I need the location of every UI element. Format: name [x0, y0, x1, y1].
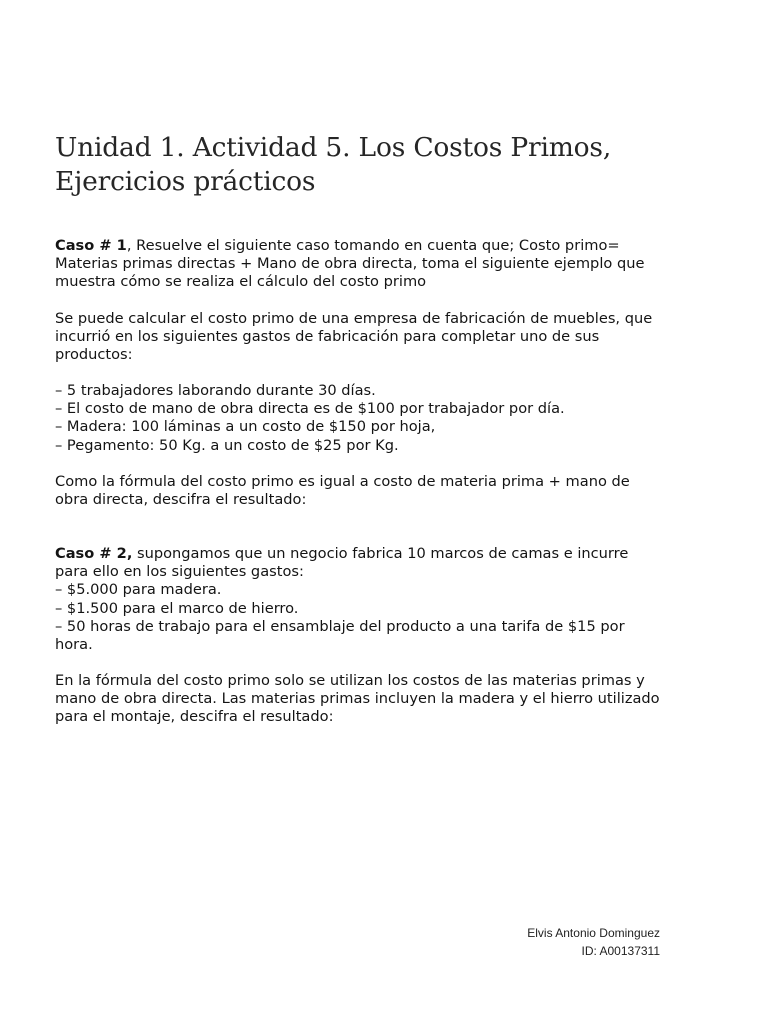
caso1-label: Caso # 1	[55, 237, 127, 254]
list-item: – $5.000 para madera.	[55, 581, 222, 599]
caso2-question-paragraph	[55, 672, 665, 727]
caso1-intro-paragraph	[55, 237, 665, 292]
caso1-context-paragraph	[55, 310, 665, 365]
title-line-1: Unidad 1. Actividad 5. Los Costos Primos,	[55, 132, 612, 163]
caso2-intro-text: supongamos que un negocio fabrica 10 marcos de camas e incurre para ello en los siguientes gastos:	[55, 545, 629, 581]
list-item: – 50 horas de trabajo para el ensamblaje del producto a una tarifa de $15 por hora.	[55, 617, 625, 654]
caso1-context-text: Se puede calcular el costo primo de una empresa de fabricación de muebles, que incurrió en los siguientes gastos de fabricación para completar uno de sus productos:	[55, 310, 653, 364]
caso2-paragraph	[55, 545, 665, 654]
list-item: – Pegamento: 50 Kg. a un costo de $25 por Kg.	[55, 436, 399, 454]
list-item: – Madera: 100 láminas a un costo de $150 por hoja,	[55, 418, 436, 436]
caso1-question-text: Como la fórmula del costo primo es igual a costo de materia prima + mano de obra directa, descifra el resultado:	[55, 473, 630, 509]
author-id: ID: A00137311	[581, 943, 660, 958]
caso1-expense-list	[55, 382, 665, 455]
caso2-question-text: En la fórmula del costo primo solo se utilizan los costos de las materias primas y mano de obra directa. Las materias primas incluyen la madera y el hierro utilizado para el montaje, descifra el resultado:	[55, 672, 660, 726]
list-item: – El costo de mano de obra directa es de $100 por trabajador por día.	[55, 400, 565, 418]
caso1-question-paragraph	[55, 473, 665, 509]
author-footer	[527, 925, 660, 960]
title-line-2: Ejercicios prácticos	[55, 166, 316, 197]
caso2-label: Caso # 2,	[55, 545, 133, 562]
list-item: – 5 trabajadores laborando durante 30 días.	[55, 382, 376, 399]
document-title	[55, 131, 695, 199]
list-item: – $1.500 para el marco de hierro.	[55, 599, 299, 617]
caso1-intro-text: , Resuelve el siguiente caso tomando en cuenta que; Costo primo= Materias primas directas + Mano de obra directa, toma el siguiente ejemplo que muestra cómo se realiza el cálculo del costo primo	[55, 237, 645, 291]
author-name: Elvis Antonio Dominguez	[527, 926, 660, 940]
